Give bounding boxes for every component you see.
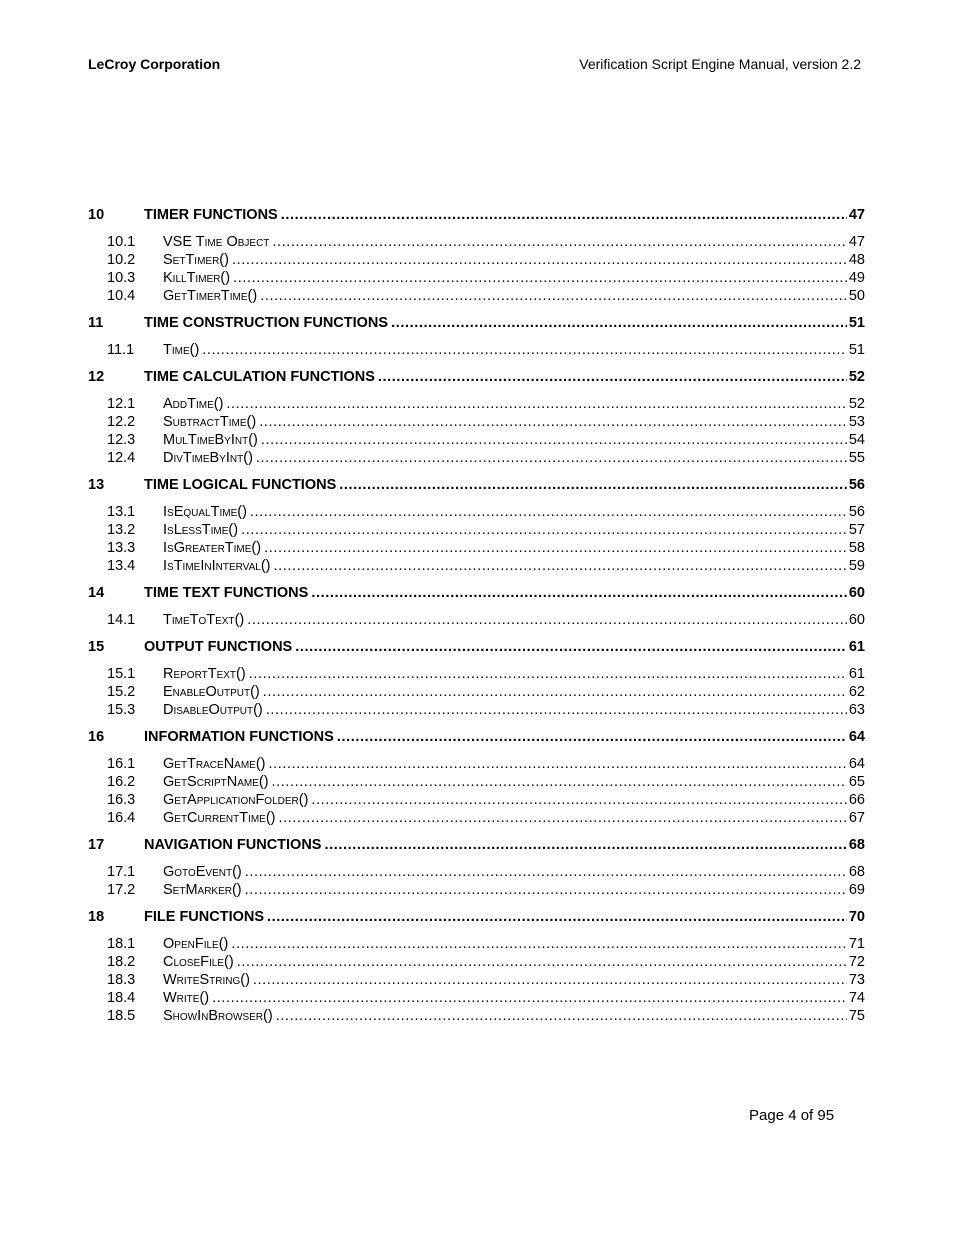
toc-leader-dots: [245, 881, 847, 899]
toc-section-number: 16.4: [107, 810, 136, 826]
toc-chapter-entry[interactable]: [88, 206, 865, 224]
toc-section-page: 63: [848, 702, 865, 718]
toc-section-entry[interactable]: [88, 431, 865, 449]
toc-section-number: 18.2: [107, 954, 136, 970]
toc-section-title: TimeToText(): [163, 612, 245, 628]
toc-leader-dots: [232, 251, 847, 269]
toc-leader-dots: [250, 503, 847, 521]
toc-section-page: 66: [848, 792, 865, 808]
toc-section-page: 75: [848, 1008, 865, 1024]
toc-section-number: 11.1: [107, 342, 135, 358]
toc-section-number: 18.3: [107, 972, 136, 988]
toc-section-number: 17.2: [107, 882, 136, 898]
toc-leader-dots: [237, 953, 847, 971]
toc-leader-dots: [249, 665, 847, 683]
toc-section-entry[interactable]: [88, 773, 865, 791]
toc-section-entry[interactable]: [88, 521, 865, 539]
toc-section-number: 10.1: [107, 234, 136, 250]
toc-section-entry[interactable]: [88, 971, 865, 989]
toc-section-entry[interactable]: [88, 701, 865, 719]
toc-section-title: GetTraceName(): [163, 756, 266, 772]
toc-leader-dots: [247, 611, 847, 629]
toc-leader-dots: [260, 287, 847, 305]
toc-section-entry[interactable]: [88, 269, 865, 287]
toc-section-entry[interactable]: [88, 665, 865, 683]
toc-chapter-entry[interactable]: [88, 908, 865, 926]
toc-section-page: 68: [848, 864, 865, 880]
toc-section-number: 16.1: [107, 756, 136, 772]
toc-section-page: 72: [848, 954, 865, 970]
toc-section-title: Time(): [163, 342, 200, 358]
toc-section-number: 12.4: [107, 450, 136, 466]
toc-section-title: Write(): [163, 990, 210, 1006]
toc-section-entry[interactable]: [88, 881, 865, 899]
toc-leader-dots: [267, 908, 847, 926]
toc-leader-dots: [272, 773, 847, 791]
toc-leader-dots: [276, 1007, 847, 1025]
toc-chapter-page: 70: [848, 909, 865, 925]
toc-section-number: 15.3: [107, 702, 136, 718]
toc-chapter: [88, 908, 865, 1025]
toc-section-page: 55: [848, 450, 865, 466]
toc-leader-dots: [339, 476, 847, 494]
toc-section-number: 12.3: [107, 432, 136, 448]
toc-leader-dots: [212, 989, 847, 1007]
header-manual-title: Verification Script Engine Manual, version 2.2: [579, 56, 861, 72]
toc-section-number: 10.4: [107, 288, 136, 304]
toc-leader-dots: [256, 449, 847, 467]
toc-section-title: GetApplicationFolder(): [163, 792, 309, 808]
toc-section-number: 13.1: [107, 504, 136, 520]
toc-chapter: [88, 638, 865, 719]
toc-chapter-number: 16: [88, 729, 105, 745]
toc-section-entry[interactable]: [88, 755, 865, 773]
toc-section-page: 61: [848, 666, 865, 682]
toc-section-number: 10.3: [107, 270, 136, 286]
toc-leader-dots: [281, 206, 847, 224]
toc-section-title: CloseFile(): [163, 954, 234, 970]
toc-section-title: GetScriptName(): [163, 774, 269, 790]
toc-section-page: 69: [848, 882, 865, 898]
toc-chapter-entry[interactable]: [88, 476, 865, 494]
toc-leader-dots: [245, 863, 847, 881]
toc-leader-dots: [231, 935, 846, 953]
toc-section-page: 54: [848, 432, 865, 448]
toc-section-title: ReportText(): [163, 666, 246, 682]
page-number: Page 4 of 95: [749, 1107, 835, 1124]
toc-leader-dots: [311, 584, 847, 602]
header-company: LeCroy Corporation: [88, 56, 221, 72]
toc-chapter-page: 47: [848, 207, 865, 223]
toc-section-entry[interactable]: [88, 395, 865, 413]
toc-leader-dots: [241, 521, 847, 539]
toc-section-number: 16.3: [107, 792, 136, 808]
toc-leader-dots: [261, 431, 847, 449]
toc-chapter: [88, 836, 865, 899]
toc-chapter-number: 10: [88, 207, 105, 223]
toc-chapter-number: 13: [88, 477, 105, 493]
toc-section-title: GetTimerTime(): [163, 288, 258, 304]
toc-section-title: OpenFile(): [163, 936, 229, 952]
toc-leader-dots: [324, 836, 846, 854]
toc-section-title: AddTime(): [163, 396, 224, 412]
toc-section-number: 18.4: [107, 990, 136, 1006]
toc-chapter-page: 60: [848, 585, 865, 601]
toc-chapter-title: TIME CALCULATION FUNCTIONS: [144, 369, 375, 385]
toc-leader-dots: [337, 728, 847, 746]
toc-section-entry[interactable]: [88, 989, 865, 1007]
toc-section-entry[interactable]: [88, 503, 865, 521]
toc-leader-dots: [264, 539, 847, 557]
toc-leader-dots: [273, 557, 846, 575]
toc-leader-dots: [391, 314, 847, 332]
toc-chapter-page: 68: [848, 837, 865, 853]
toc-section-page: 65: [848, 774, 865, 790]
toc-section-page: 60: [848, 612, 865, 628]
toc-section-entry[interactable]: [88, 809, 865, 827]
toc-section-entry[interactable]: [88, 557, 865, 575]
toc-section-page: 59: [848, 558, 865, 574]
toc-chapter-entry[interactable]: [88, 314, 865, 332]
toc-chapter-number: 12: [88, 369, 105, 385]
toc-section-title: ShowInBrowser(): [163, 1008, 273, 1024]
toc-leader-dots: [311, 791, 846, 809]
toc-section-number: 12.2: [107, 414, 136, 430]
toc-section-page: 50: [848, 288, 865, 304]
toc-section-title: MulTimeByInt(): [163, 432, 258, 448]
toc-chapter: [88, 206, 865, 305]
toc-section-title: IsEqualTime(): [163, 504, 247, 520]
toc-leader-dots: [259, 413, 847, 431]
toc-section-entry[interactable]: [88, 251, 865, 269]
toc-chapter-title: INFORMATION FUNCTIONS: [144, 729, 334, 745]
toc-section-page: 47: [848, 234, 865, 250]
toc-section-entry[interactable]: [88, 233, 865, 251]
toc-chapter-title: TIMER FUNCTIONS: [144, 207, 278, 223]
toc-leader-dots: [272, 233, 846, 251]
toc-section-title: GotoEvent(): [163, 864, 242, 880]
toc-section-title: SubtractTime(): [163, 414, 257, 430]
toc-section-entry[interactable]: [88, 449, 865, 467]
toc-section-title: SetMarker(): [163, 882, 242, 898]
toc-leader-dots: [202, 341, 847, 359]
toc-chapter-entry[interactable]: [88, 368, 865, 386]
toc-section-entry[interactable]: [88, 413, 865, 431]
toc-section-page: 53: [848, 414, 865, 430]
toc-section-page: 71: [848, 936, 865, 952]
toc-section-title: SetTimer(): [163, 252, 229, 268]
toc-section-title: GetCurrentTime(): [163, 810, 276, 826]
toc-section-title: KillTimer(): [163, 270, 231, 286]
toc-section-entry[interactable]: [88, 935, 865, 953]
toc-section-number: 15.1: [107, 666, 136, 682]
toc-section-page: 56: [848, 504, 865, 520]
toc-section-entry[interactable]: [88, 953, 865, 971]
toc-section-entry[interactable]: [88, 611, 865, 629]
toc-section-page: 74: [848, 990, 865, 1006]
toc-section-number: 14.1: [107, 612, 136, 628]
toc-chapter-entry[interactable]: [88, 836, 865, 854]
toc-chapter-number: 14: [88, 585, 105, 601]
toc-section-entry[interactable]: [88, 287, 865, 305]
toc-section-number: 16.2: [107, 774, 136, 790]
toc-section-page: 64: [848, 756, 865, 772]
toc-section-page: 73: [848, 972, 865, 988]
toc-section-title: IsTimeInInterval(): [163, 558, 271, 574]
toc-chapter: [88, 314, 865, 359]
toc-leader-dots: [279, 809, 847, 827]
toc-section-entry[interactable]: [88, 539, 865, 557]
toc-chapter-page: 61: [848, 639, 865, 655]
toc-section-title: DivTimeByInt(): [163, 450, 253, 466]
toc-chapter-title: NAVIGATION FUNCTIONS: [144, 837, 322, 853]
toc-section-title: VSE Time Object: [163, 234, 270, 250]
toc-chapter-page: 64: [848, 729, 865, 745]
toc-section-page: 58: [848, 540, 865, 556]
toc-chapter-number: 17: [88, 837, 105, 853]
toc-chapter: [88, 728, 865, 827]
toc-section-number: 13.4: [107, 558, 136, 574]
toc-section-title: IsLessTime(): [163, 522, 239, 538]
toc-leader-dots: [253, 971, 847, 989]
toc-chapter-title: TIME TEXT FUNCTIONS: [144, 585, 309, 601]
toc-section-page: 51: [848, 342, 865, 358]
toc-section-entry[interactable]: [88, 863, 865, 881]
toc-chapter-page: 52: [848, 369, 865, 385]
toc-chapter-title: OUTPUT FUNCTIONS: [144, 639, 293, 655]
toc-chapter-number: 15: [88, 639, 105, 655]
toc-section-number: 13.3: [107, 540, 136, 556]
toc-leader-dots: [226, 395, 846, 413]
toc-section-number: 18.1: [107, 936, 136, 952]
toc-section-number: 15.2: [107, 684, 136, 700]
toc-section-number: 18.5: [107, 1008, 136, 1024]
toc-chapter-entry[interactable]: [88, 638, 865, 656]
toc-chapter: [88, 584, 865, 629]
toc-section-page: 49: [848, 270, 865, 286]
toc-chapter-title: FILE FUNCTIONS: [144, 909, 265, 925]
toc-chapter: [88, 476, 865, 575]
toc-chapter-entry[interactable]: [88, 584, 865, 602]
toc-chapter-number: 18: [88, 909, 105, 925]
toc-section-page: 48: [848, 252, 865, 268]
toc-section-number: 13.2: [107, 522, 136, 538]
toc-section-entry[interactable]: [88, 1007, 865, 1025]
toc-section-title: WriteString(): [163, 972, 250, 988]
toc-chapter-number: 11: [88, 315, 104, 331]
toc-leader-dots: [233, 269, 847, 287]
toc-section-number: 12.1: [107, 396, 136, 412]
toc-section-entry[interactable]: [88, 683, 865, 701]
toc-chapter: [88, 368, 865, 467]
toc-leader-dots: [266, 701, 847, 719]
table-of-contents: [88, 206, 865, 1034]
toc-leader-dots: [269, 755, 847, 773]
toc-section-title: EnableOutput(): [163, 684, 260, 700]
toc-chapter-title: TIME CONSTRUCTION FUNCTIONS: [144, 315, 389, 331]
toc-chapter-page: 51: [848, 315, 865, 331]
toc-chapter-page: 56: [848, 477, 865, 493]
toc-section-page: 62: [848, 684, 865, 700]
toc-section-title: DisableOutput(): [163, 702, 263, 718]
toc-section-page: 52: [848, 396, 865, 412]
toc-chapter-title: TIME LOGICAL FUNCTIONS: [144, 477, 337, 493]
toc-section-entry[interactable]: [88, 341, 865, 359]
toc-leader-dots: [295, 638, 847, 656]
toc-chapter-entry[interactable]: [88, 728, 865, 746]
toc-section-number: 10.2: [107, 252, 136, 268]
toc-leader-dots: [263, 683, 847, 701]
toc-section-number: 17.1: [107, 864, 136, 880]
toc-section-entry[interactable]: [88, 791, 865, 809]
toc-leader-dots: [378, 368, 847, 386]
toc-section-page: 67: [848, 810, 865, 826]
toc-section-page: 57: [848, 522, 865, 538]
toc-section-title: IsGreaterTime(): [163, 540, 262, 556]
